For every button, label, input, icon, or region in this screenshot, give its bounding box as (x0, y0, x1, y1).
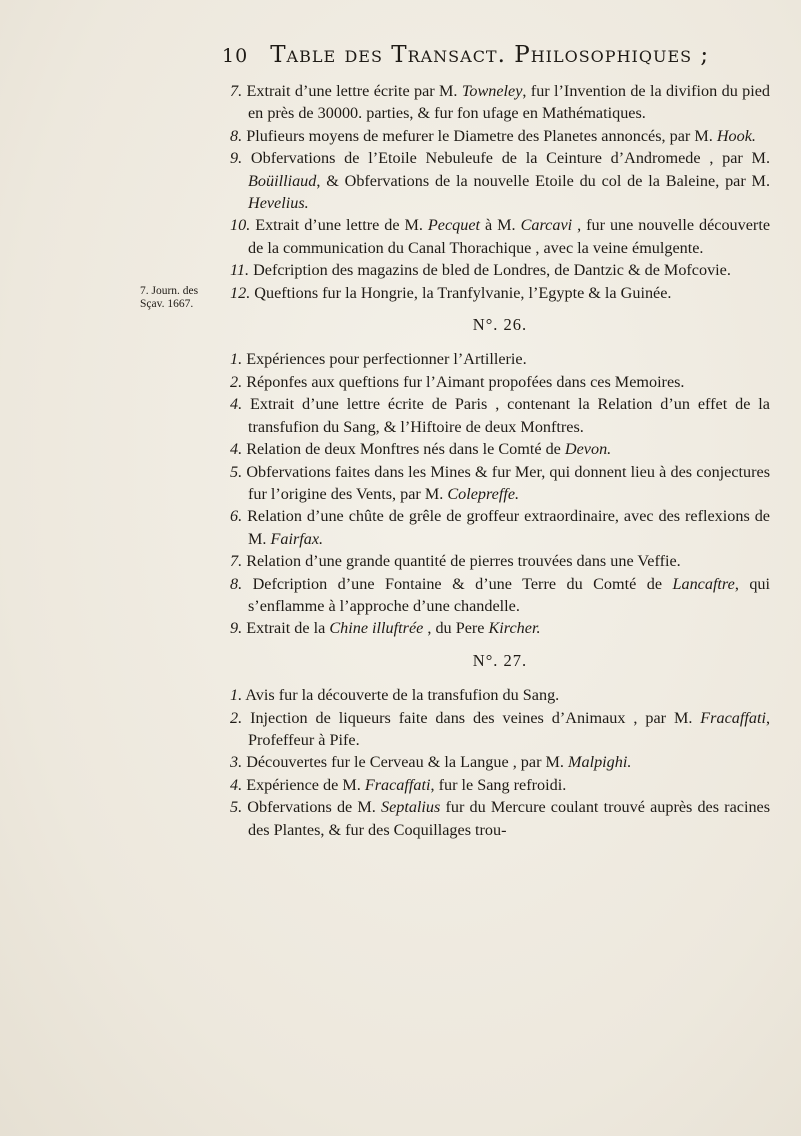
list-item: 6. Relation d’une chûte de grêle de groffeur extraordinaire, avec des reflexions de M. Fairfax. (230, 507, 770, 548)
margin-note-line-1: 7. Journ. des (140, 285, 199, 297)
list-item: 2. Réponfes aux queftions fur l’Aimant propofées dans ces Memoires. (230, 372, 685, 391)
table-of-contents (230, 80, 770, 841)
list-item: 1. Expériences pour perfectionner l’Artillerie. (230, 350, 527, 369)
page-number: 10 (222, 45, 249, 67)
list-item: 4. Extrait d’une lettre écrite de Paris , contenant la Relation d’un effet de la transfufion du Sang, & l’Hiftoire de deux Monftres. (230, 395, 770, 436)
list-item: 2. Injection de liqueurs faite dans des veines d’Animaux , par M. Fracaffati, Profeffeur à Pife. (230, 708, 770, 749)
margin-note-line-2: Sçav. 1667. (140, 298, 194, 310)
list-item: 7. Relation d’une grande quantité de pierres trouvées dans une Veffie. (230, 552, 681, 571)
page-header (222, 42, 782, 68)
list-item: 10. Extrait d’une lettre de M. Pecquet à M. Carcavi , fur une nouvelle découverte de la communication du Canal Thorachique , avec la veine émulgente. (230, 216, 770, 257)
list-item: 7. Extrait d’une lettre écrite par M. Towneley, fur l’Invention de la divifion du pied en près de 30000. parties, & fur fon ufage en Mathématiques. (230, 82, 771, 123)
list-item: 9. Obfervations de l’Etoile Nebuleufe de la Ceinture d’Andromede , par M. Boüilliaud, & Obfervations de la nouvelle Etoile du col de la Baleine, par M. Hevelius. (230, 149, 770, 213)
list-item: 1. Avis fur la découverte de la transfufion du Sang. (230, 686, 560, 705)
list-item: 9. Extrait de la Chine illuftrée , du Pere Kircher. (230, 619, 541, 638)
list-item: 11. Defcription des magazins de bled de Londres, de Dantzic & de Mofcovie. (230, 261, 731, 280)
list-item: 8. Defcription d’une Fontaine & d’une Terre du Comté de Lancaftre, qui s’enflamme à l’approche d’une chandelle. (230, 574, 771, 615)
section-heading-27: N°. 27. (472, 650, 528, 670)
list-item: 5. Obfervations faites dans les Mines & fur Mer, qui donnent lieu à des conjectures fur l’origine des Vents, par M. Colepreffe. (230, 462, 770, 503)
list-item: 8. Plufieurs moyens de mefurer le Diametre des Planetes annoncés, par M. Hook. (230, 126, 756, 145)
list-item: 3. Découvertes fur le Cerveau & la Langue , par M. Malpighi. (230, 753, 632, 772)
list-item: 4. Expérience de M. Fracaffati, fur le Sang refroidi. (230, 775, 567, 794)
list-item: 4. Relation de deux Monftres nés dans le Comté de Devon. (230, 440, 612, 459)
margin-note (140, 285, 220, 311)
running-title: Table des Transact. Philosophiques ; (270, 42, 710, 68)
list-item: 5. Obfervations de M. Septalius fur du Mercure coulant trouvé auprès des racines des Plantes, & fur des Coquillages trou- (230, 798, 771, 839)
section-heading-26: N°. 26. (472, 315, 528, 335)
list-item: 12. Queftions fur la Hongrie, la Tranfylvanie, l’Egypte & la Guinée. (230, 283, 672, 302)
